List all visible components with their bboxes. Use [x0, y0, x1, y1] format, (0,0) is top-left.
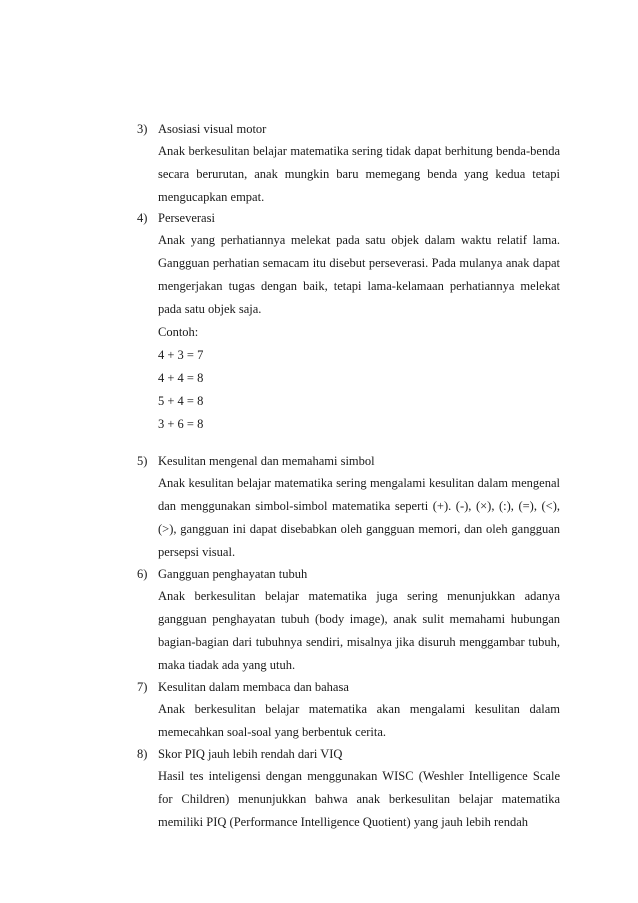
- item-number: 6): [137, 567, 148, 581]
- item-title: Asosiasi visual motor: [158, 122, 267, 136]
- item-number: 5): [137, 454, 148, 468]
- item-body: Hasil tes inteligensi dengan menggunakan WISC (Weshler Intelligence Scale for Children) menunjukkan bahwa anak berkesulitan belajar matematika memiliki PIQ (Performance Intelligence Quotient) yang jauh lebih rendah: [158, 769, 560, 829]
- item-number: 7): [137, 680, 148, 694]
- example-label: Contoh:: [158, 325, 199, 339]
- example-equation: 5 + 4 = 8: [158, 394, 204, 408]
- item-heading: [137, 450, 375, 472]
- item-body: Anak berkesulitan belajar matematika akan mengalami kesulitan dalam memecahkan soal-soal yang berbentuk cerita.: [158, 702, 560, 739]
- example-equation: 3 + 6 = 8: [158, 417, 204, 431]
- item-heading: [137, 743, 342, 765]
- item-heading: [137, 118, 266, 140]
- item-title: Kesulitan mengenal dan memahami simbol: [158, 454, 375, 468]
- example-equation: 4 + 4 = 8: [158, 371, 204, 385]
- item-body: Anak berkesulitan belajar matematika sering tidak dapat berhitung benda-benda secara berurutan, anak mungkin baru memegang benda yang kedua tetapi mengucapkan empat.: [158, 144, 560, 204]
- item-body: Anak yang perhatiannya melekat pada satu objek dalam waktu relatif lama. Gangguan perhatian semacam itu disebut perseverasi. Pada mulanya anak dapat mengerjakan tugas dengan baik, tetapi lama-kelamaan perhatiannya melekat pada satu objek saja.: [158, 233, 560, 316]
- item-number: 3): [137, 122, 148, 136]
- item-body: Anak berkesulitan belajar matematika juga sering menunjukkan adanya gangguan penghayatan tubuh (body image), anak sulit memahami hubungan bagian-bagian dari tubuhnya sendiri, misalnya jika disuruh menggambar tubuh, maka tiadak ada yang utuh.: [158, 589, 560, 672]
- example-equation: 4 + 3 = 7: [158, 348, 204, 362]
- item-heading: [137, 676, 349, 698]
- item-title: Kesulitan dalam membaca dan bahasa: [158, 680, 349, 694]
- item-title: Gangguan penghayatan tubuh: [158, 567, 308, 581]
- item-body: Anak kesulitan belajar matematika sering mengalami kesulitan dalam mengenal dan menggunakan simbol-simbol matematika seperti (+). (-), (×), (:), (=), (<), (>), gangguan ini dapat disebabkan oleh gangguan memori, dan oleh gangguan persepsi visual.: [158, 476, 560, 559]
- item-number: 4): [137, 211, 148, 225]
- item-title: Perseverasi: [158, 211, 215, 225]
- item-number: 8): [137, 747, 148, 761]
- item-title: Skor PIQ jauh lebih rendah dari VIQ: [158, 747, 343, 761]
- item-heading: [137, 207, 215, 229]
- item-heading: [137, 563, 307, 585]
